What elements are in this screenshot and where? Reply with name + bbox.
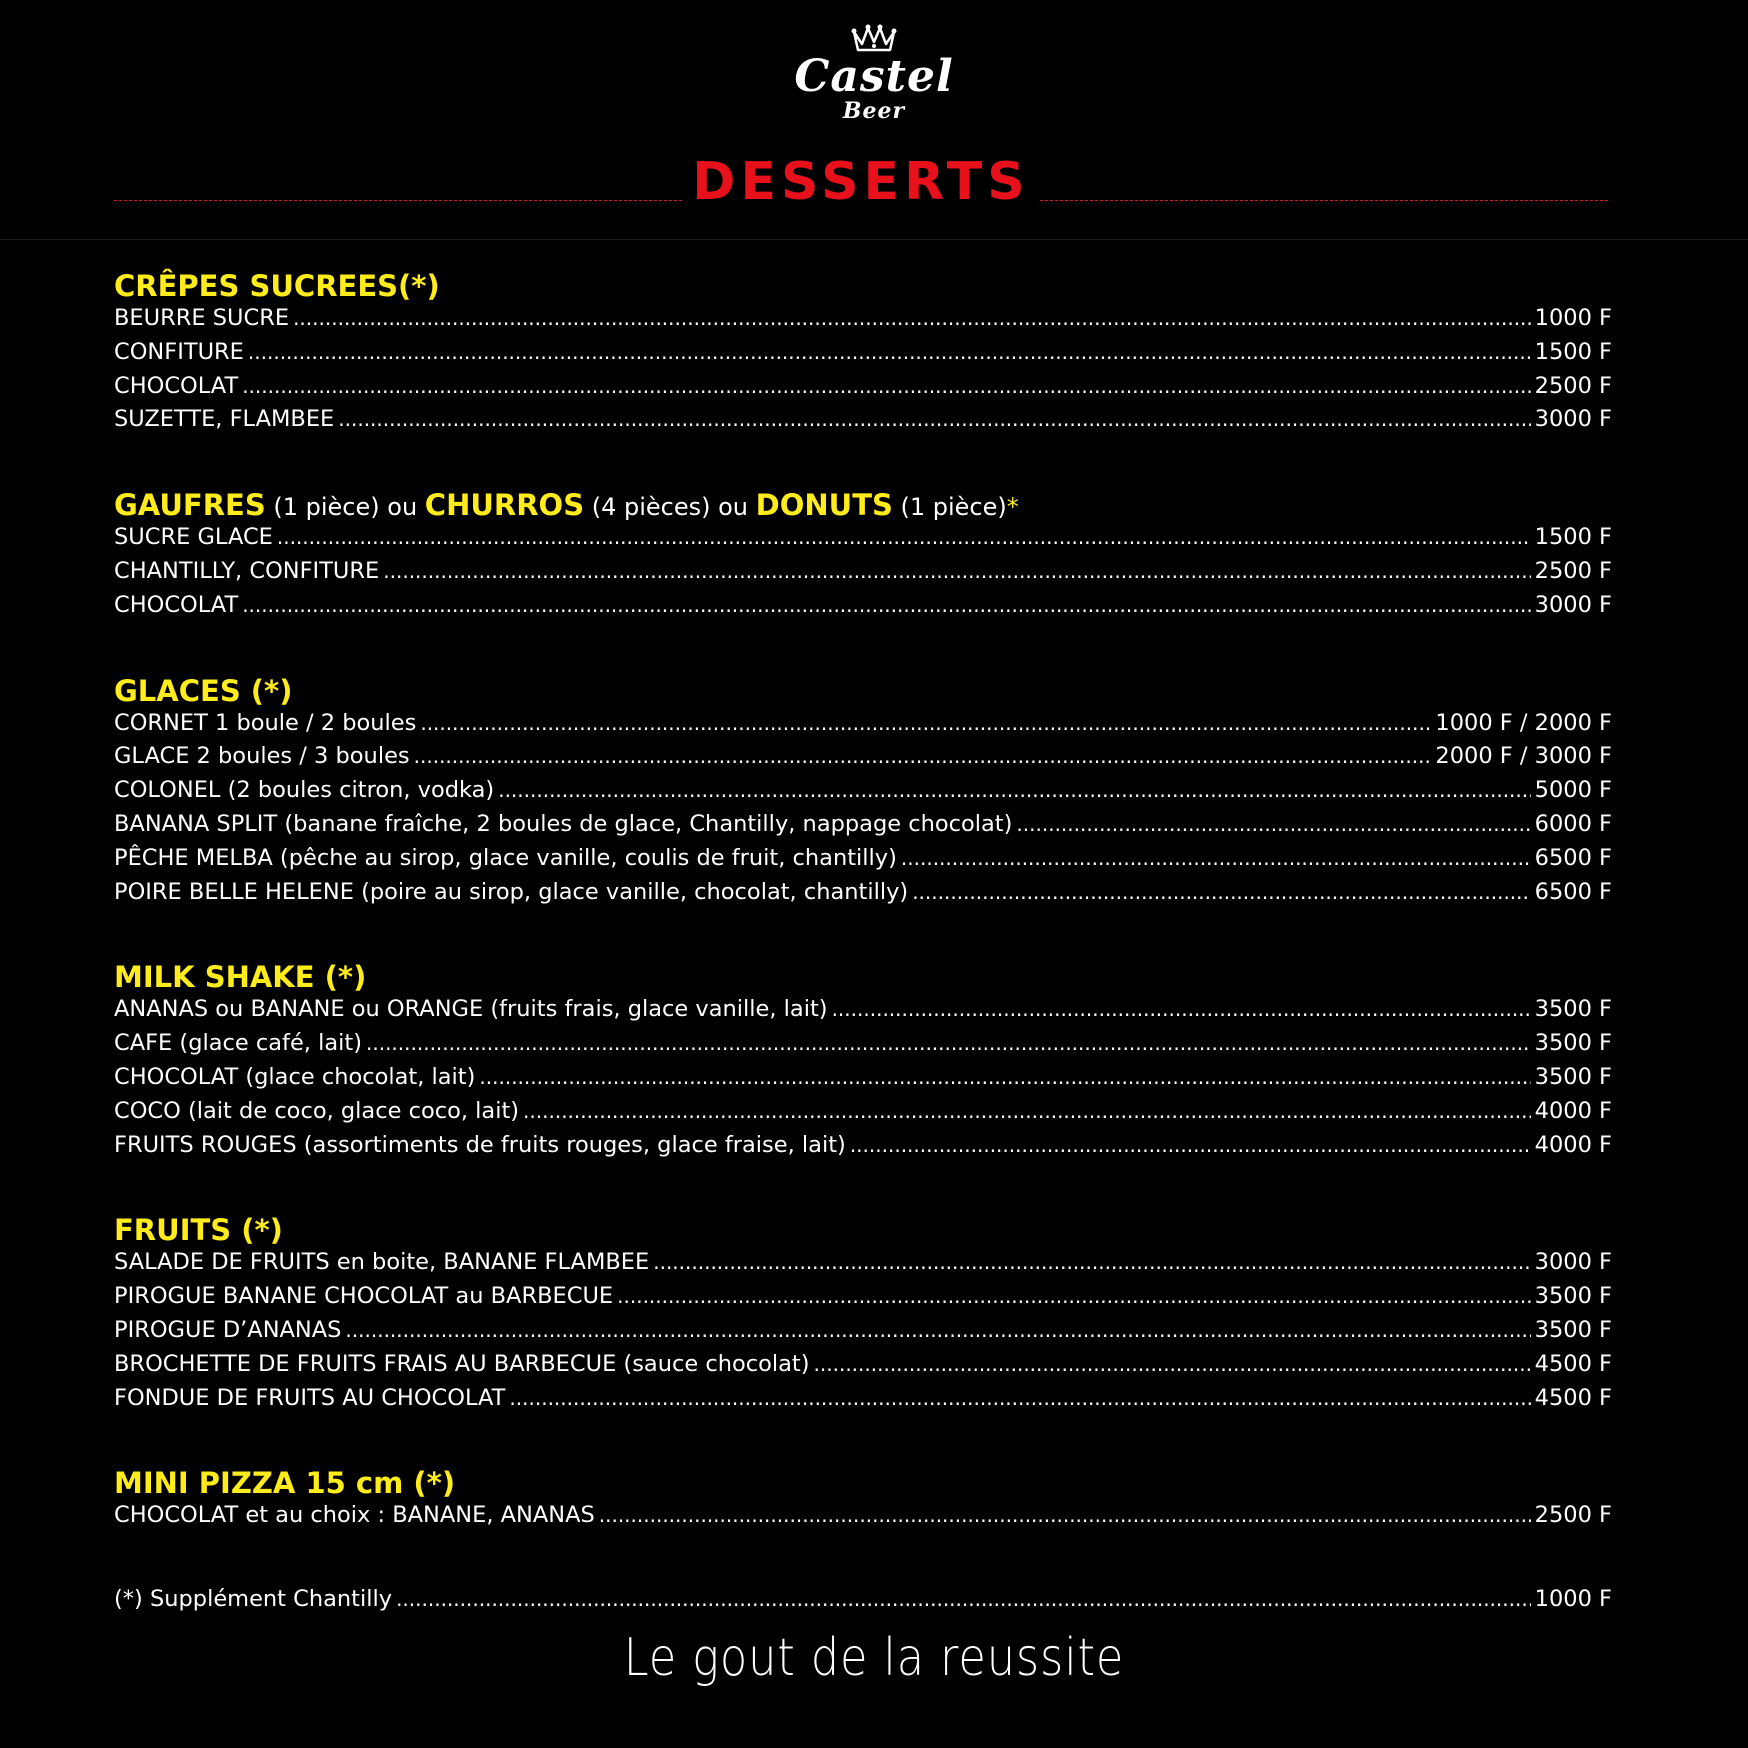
dot-leader: [366, 1027, 1531, 1061]
item-price: 3500 F: [1534, 996, 1612, 1023]
item-name: SUCRE GLACE: [114, 524, 273, 551]
item-price: 2000 F / 3000 F: [1435, 743, 1612, 770]
item-name: SUZETTE, FLAMBEE: [114, 406, 335, 433]
title-note: (1 pièce): [892, 493, 1007, 522]
item-name: CAFE (glace café, lait): [114, 1030, 362, 1057]
menu-item: [114, 1027, 1612, 1061]
item-name: SALADE DE FRUITS en boite, BANANE FLAMBEE: [114, 1249, 650, 1276]
dot-leader: [345, 1314, 1530, 1348]
tagline: Le gout de la reussite: [623, 1628, 1125, 1688]
menu-item: [114, 302, 1612, 336]
menu-item: [114, 740, 1612, 774]
menu-list: [114, 270, 1612, 1617]
item-price: 2500 F: [1534, 1502, 1612, 1529]
item-name: FRUITS ROUGES (assortiments de fruits rouges, glace fraise, lait): [114, 1131, 846, 1158]
title-note: (4 pièces) ou: [584, 493, 756, 522]
page-title-row: [114, 152, 1608, 212]
dot-leader: [498, 774, 1530, 808]
section-title: [114, 489, 1612, 521]
menu-item: [114, 555, 1612, 589]
brand-sub: Beer: [842, 98, 906, 124]
item-name: CHOCOLAT et au choix : BANANE, ANANAS: [114, 1502, 595, 1529]
dot-leader: [396, 1583, 1531, 1617]
dot-leader: [523, 1095, 1531, 1129]
menu-item: [114, 336, 1612, 370]
item-price: 3500 F: [1534, 1063, 1612, 1090]
item-price: 6000 F: [1534, 810, 1612, 837]
dot-leader: [242, 370, 1530, 404]
title-star: *: [1006, 493, 1019, 522]
dot-leader: [599, 1499, 1531, 1533]
item-price: 1500 F: [1534, 338, 1612, 365]
title-note: (1 pièce) ou: [265, 493, 425, 522]
item-price: 4500 F: [1534, 1384, 1612, 1411]
item-price: 4000 F: [1534, 1097, 1612, 1124]
menu-item: [114, 521, 1612, 555]
dot-leader: [479, 1061, 1530, 1095]
title-part: DONUTS: [755, 488, 893, 523]
dot-leader: [912, 876, 1530, 910]
item-name: CHOCOLAT: [114, 591, 239, 618]
item-price: 4000 F: [1534, 1131, 1612, 1158]
menu-item: [114, 993, 1612, 1027]
section-milkshake: [114, 961, 1612, 1162]
section-gaufres: [114, 489, 1612, 622]
dot-leader: [338, 403, 1530, 437]
menu-item: [114, 707, 1612, 741]
menu-item: [114, 1382, 1612, 1416]
title-part: CHURROS: [424, 488, 585, 523]
menu-item: [114, 1499, 1612, 1533]
item-name: COLONEL (2 boules citron, vodka): [114, 777, 495, 804]
dot-leader: [420, 707, 1431, 741]
item-price: 2500 F: [1534, 557, 1612, 584]
section-fruits: [114, 1214, 1612, 1415]
menu-item: [114, 1095, 1612, 1129]
dot-leader: [1016, 808, 1530, 842]
section-title: GLACES (*): [114, 673, 293, 708]
item-name: CHOCOLAT: [114, 372, 239, 399]
item-name: COCO (lait de coco, glace coco, lait): [114, 1097, 520, 1124]
dot-leader: [414, 740, 1432, 774]
page-title: DESSERTS: [692, 152, 1030, 212]
item-name: PÊCHE MELBA (pêche au sirop, glace vanille, coulis de fruit, chantilly): [114, 844, 897, 871]
item-price: 3000 F: [1534, 406, 1612, 433]
item-price: 3500 F: [1534, 1283, 1612, 1310]
item-name: POIRE BELLE HELENE (poire au sirop, glace vanille, chocolat, chantilly): [114, 878, 909, 905]
dot-leader: [293, 302, 1531, 336]
menu-item: [114, 876, 1612, 910]
item-price: 3000 F: [1534, 1249, 1612, 1276]
item-price: 1500 F: [1534, 524, 1612, 551]
dot-leader: [814, 1348, 1531, 1382]
dot-leader: [383, 555, 1530, 589]
menu-item: [114, 1280, 1612, 1314]
item-name: FONDUE DE FRUITS AU CHOCOLAT: [114, 1384, 506, 1411]
section-title: MINI PIZZA 15 cm (*): [114, 1466, 456, 1501]
item-name: GLACE 2 boules / 3 boules: [114, 743, 410, 770]
dot-leader: [832, 993, 1531, 1027]
item-price: 2500 F: [1534, 372, 1612, 399]
supplement-name: (*) Supplément Chantilly: [114, 1586, 393, 1613]
supplement-price: 1000 F: [1534, 1586, 1612, 1613]
dot-leader: [653, 1246, 1530, 1280]
item-price: 6500 F: [1534, 844, 1612, 871]
item-name: CONFITURE: [114, 338, 244, 365]
dot-leader: [850, 1129, 1531, 1163]
title-rule-right: [1040, 200, 1608, 201]
dot-leader: [509, 1382, 1530, 1416]
item-price: 1000 F: [1534, 305, 1612, 331]
menu-item: [114, 403, 1612, 437]
menu-item: [114, 1129, 1612, 1163]
item-price: 1000 F / 2000 F: [1435, 709, 1612, 736]
supplement-row: [114, 1583, 1612, 1617]
section-mini-pizza: [114, 1467, 1612, 1533]
item-name: PIROGUE D’ANANAS: [114, 1316, 342, 1343]
item-price: 5000 F: [1534, 777, 1612, 804]
item-name: CHOCOLAT (glace chocolat, lait): [114, 1063, 476, 1090]
item-name: BEURRE SUCRE: [114, 305, 290, 331]
menu-item: [114, 1061, 1612, 1095]
dot-leader: [901, 842, 1531, 876]
item-price: 3500 F: [1534, 1030, 1612, 1057]
dot-leader: [242, 589, 1530, 623]
header-divider: [0, 239, 1748, 240]
menu-item: [114, 589, 1612, 623]
brand-name: Castel: [794, 51, 954, 102]
dot-leader: [248, 336, 1531, 370]
item-name: CORNET 1 boule / 2 boules: [114, 709, 417, 736]
title-part: GAUFRES: [114, 488, 266, 523]
menu-item: [114, 774, 1612, 808]
item-name: ANANAS ou BANANE ou ORANGE (fruits frais, glace vanille, lait): [114, 996, 828, 1023]
dot-leader: [617, 1280, 1531, 1314]
item-price: 3000 F: [1534, 591, 1612, 618]
section-title: CRÊPES SUCREES(*): [114, 269, 440, 303]
section-glaces: [114, 675, 1612, 910]
menu-item: [114, 1348, 1612, 1382]
item-price: 4500 F: [1534, 1350, 1612, 1377]
section-title: MILK SHAKE (*): [114, 960, 367, 995]
item-price: 6500 F: [1534, 878, 1612, 905]
item-name: CHANTILLY, CONFITURE: [114, 557, 380, 584]
menu-item: [114, 808, 1612, 842]
brand-logo: [0, 22, 1748, 122]
item-name: BANANA SPLIT (banane fraîche, 2 boules de glace, Chantilly, nappage chocolat): [114, 810, 1013, 837]
title-rule-left: [114, 200, 682, 201]
dot-leader: [277, 521, 1531, 555]
section-title: FRUITS (*): [114, 1213, 283, 1248]
menu-item: [114, 842, 1612, 876]
crown-icon: [850, 22, 898, 54]
section-crepes: [114, 270, 1612, 437]
menu-item: [114, 1314, 1612, 1348]
item-name: PIROGUE BANANE CHOCOLAT au BARBECUE: [114, 1283, 614, 1310]
menu-item: [114, 1246, 1612, 1280]
item-name: BROCHETTE DE FRUITS FRAIS AU BARBECUE (sauce chocolat): [114, 1350, 810, 1377]
menu-item: [114, 370, 1612, 404]
item-price: 3500 F: [1534, 1316, 1612, 1343]
